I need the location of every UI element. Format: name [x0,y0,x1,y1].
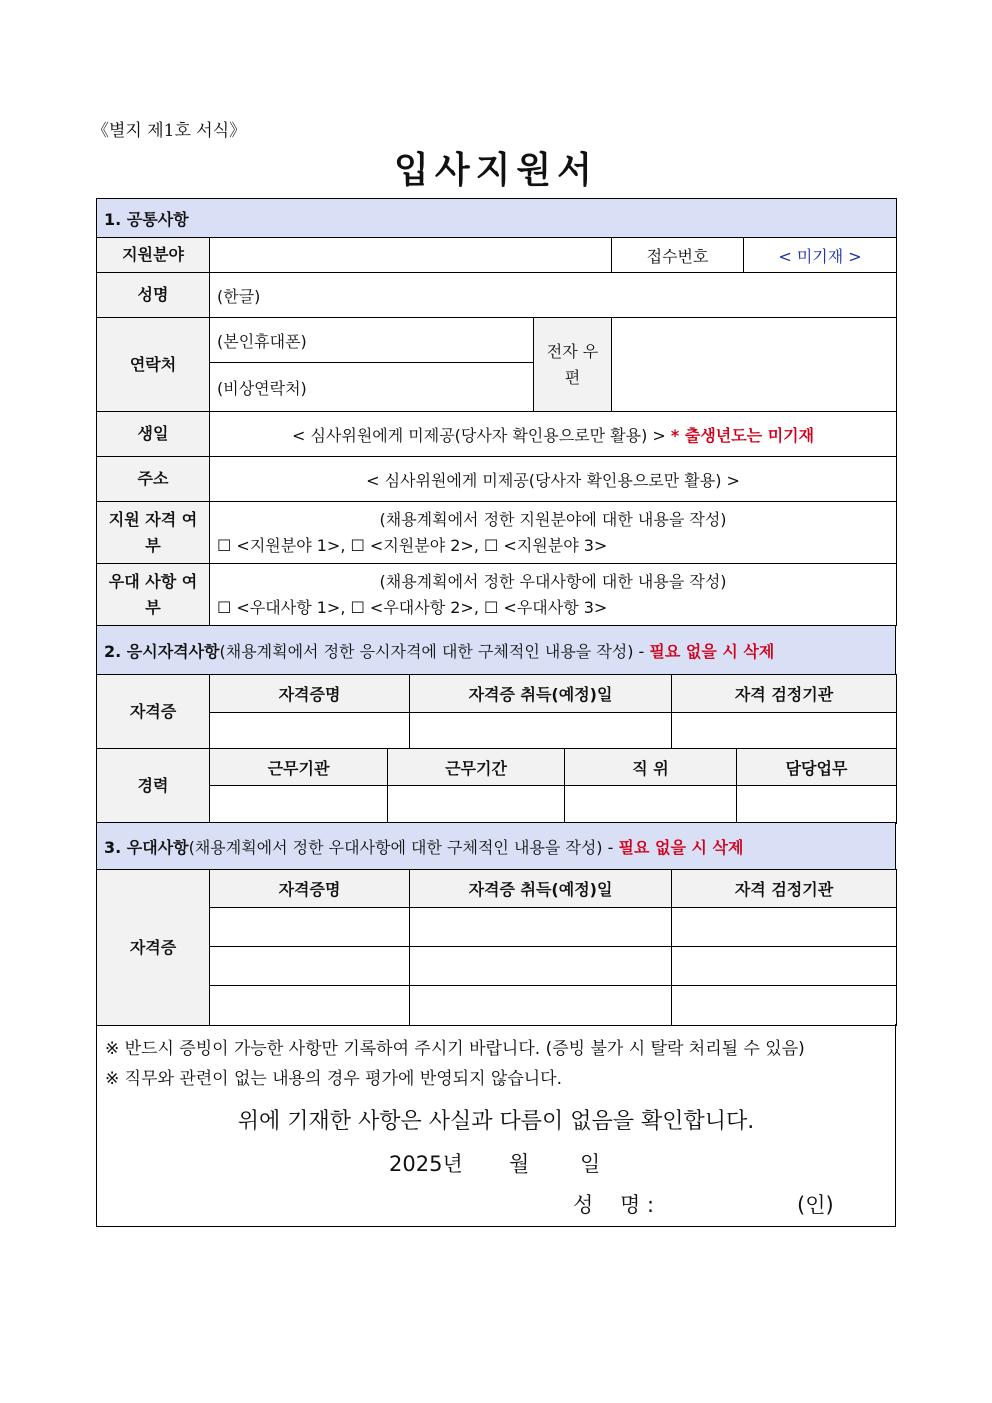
career-duty-header: 담당업무 [737,749,897,786]
career-period-input[interactable] [388,786,565,824]
mobile-input[interactable]: (본인휴대폰) [210,318,534,363]
contact-label: 연락처 [97,318,210,412]
pref-cert-date-header: 자격증 취득(예정)일 [410,870,672,908]
preference-note: (채용계획에서 정한 우대사항에 대한 내용을 작성) [379,571,727,591]
birth-field[interactable] [210,412,897,457]
section3-title: 3. 우대사항 [104,838,189,857]
section3-warning: 필요 없을 시 삭제 [618,838,744,857]
section1-table [96,198,897,626]
career-period-header: 근무기간 [388,749,565,786]
section3-cert-table [96,869,897,1026]
cert-name-input[interactable] [210,713,410,750]
section3-heading-table [96,822,896,871]
career-org-header: 근무기관 [210,749,388,786]
preference-options[interactable]: ☐ <우대사항 1>, ☐ <우대사항 2>, ☐ <우대사항 3> [217,597,608,617]
date-year: 2025년 [389,1152,463,1176]
birth-note: < 심사위원에게 미제공(당사자 확인용으로만 활용) > [291,425,666,445]
name-label: 성명 [97,273,210,318]
form-number-label: 《별지 제1호 서식》 [92,121,247,141]
qualification-options[interactable]: ☐ <지원분야 1>, ☐ <지원분야 2>, ☐ <지원분야 3> [217,535,608,555]
birth-label: 생일 [97,412,210,457]
career-org-input[interactable] [210,786,388,824]
section1-heading: 1. 공통사항 [97,199,897,238]
cert-org-input[interactable] [672,713,897,750]
career-position-header: 직 위 [565,749,737,786]
preference-label: 우대 사항 여부 [97,564,210,626]
note-evidence: ※ 반드시 증빙이 가능한 사항만 기록하여 주시기 바랍니다. (증빙 불가 시 탈락 처리될 수 있음) [105,1039,805,1059]
section2-warning: 필요 없을 시 삭제 [649,642,775,661]
signature-label: 성 명 : [573,1193,655,1217]
receipt-value: < 미기재 > [744,238,897,273]
pref-cert-name-input[interactable] [210,908,410,947]
emergency-input[interactable]: (비상연락처) [210,363,534,412]
pref-cert-name-input[interactable] [210,986,410,1026]
career-duty-input[interactable] [737,786,897,824]
cert-date-input[interactable] [410,713,672,750]
cert-org-header: 자격 검정기관 [672,675,897,713]
qualification-label: 지원 자격 여부 [97,502,210,564]
pref-cert-name-input[interactable] [210,947,410,986]
address-field[interactable] [210,457,897,502]
address-label: 주소 [97,457,210,502]
qualification-field[interactable] [210,502,897,564]
seal-mark: (인) [797,1193,834,1217]
document-title: 입사지원서 [394,150,598,191]
confirmation-box [96,1024,896,1227]
section2-heading [97,626,896,676]
preference-field[interactable] [210,564,897,626]
pref-cert-date-input[interactable] [410,986,672,1026]
pref-cert-org-input[interactable] [672,908,897,947]
pref-cert-date-input[interactable] [410,908,672,947]
pref-cert-org-input[interactable] [672,986,897,1026]
confirmation-statement: 위에 기재한 사항은 사실과 다름이 없음을 확인합니다. [237,1109,755,1134]
date-month: 월 [509,1152,530,1176]
receipt-label: 접수번호 [612,238,744,273]
career-label: 경력 [97,749,210,824]
email-input[interactable] [612,318,897,412]
pref-cert-date-input[interactable] [410,947,672,986]
email-label: 전자 우편 [534,318,612,412]
cert-label: 자격증 [97,675,210,750]
section3-subtitle: (채용계획에서 정한 우대사항에 대한 구체적인 내용을 작성) - [188,838,619,857]
field-input[interactable] [210,238,612,273]
cert-date-header: 자격증 취득(예정)일 [410,675,672,713]
note-relevance: ※ 직무와 관련이 없는 내용의 경우 평가에 반영되지 않습니다. [105,1069,563,1089]
address-note: < 심사위원에게 미제공(당사자 확인용으로만 활용) > [366,470,740,490]
pref-cert-name-header: 자격증명 [210,870,410,908]
career-position-input[interactable] [565,786,737,824]
cert-name-header: 자격증명 [210,675,410,713]
section2-title: 2. 응시자격사항 [104,642,220,661]
section2-heading-table [96,625,896,676]
section2-subtitle: (채용계획에서 정한 응시자격에 대한 구체적인 내용을 작성) - [219,642,650,661]
name-input[interactable]: (한글) [210,273,897,318]
pref-cert-label: 자격증 [97,870,210,1026]
date-day: 일 [580,1152,601,1176]
birth-warning: * 출생년도는 미기재 [670,425,815,445]
section3-heading [97,823,896,871]
pref-cert-org-header: 자격 검정기관 [672,870,897,908]
section2-career-table [96,748,897,824]
qualification-note: (채용계획에서 정한 지원분야에 대한 내용을 작성) [379,509,727,529]
field-label: 지원분야 [97,238,210,273]
section2-cert-table [96,674,897,750]
pref-cert-org-input[interactable] [672,947,897,986]
